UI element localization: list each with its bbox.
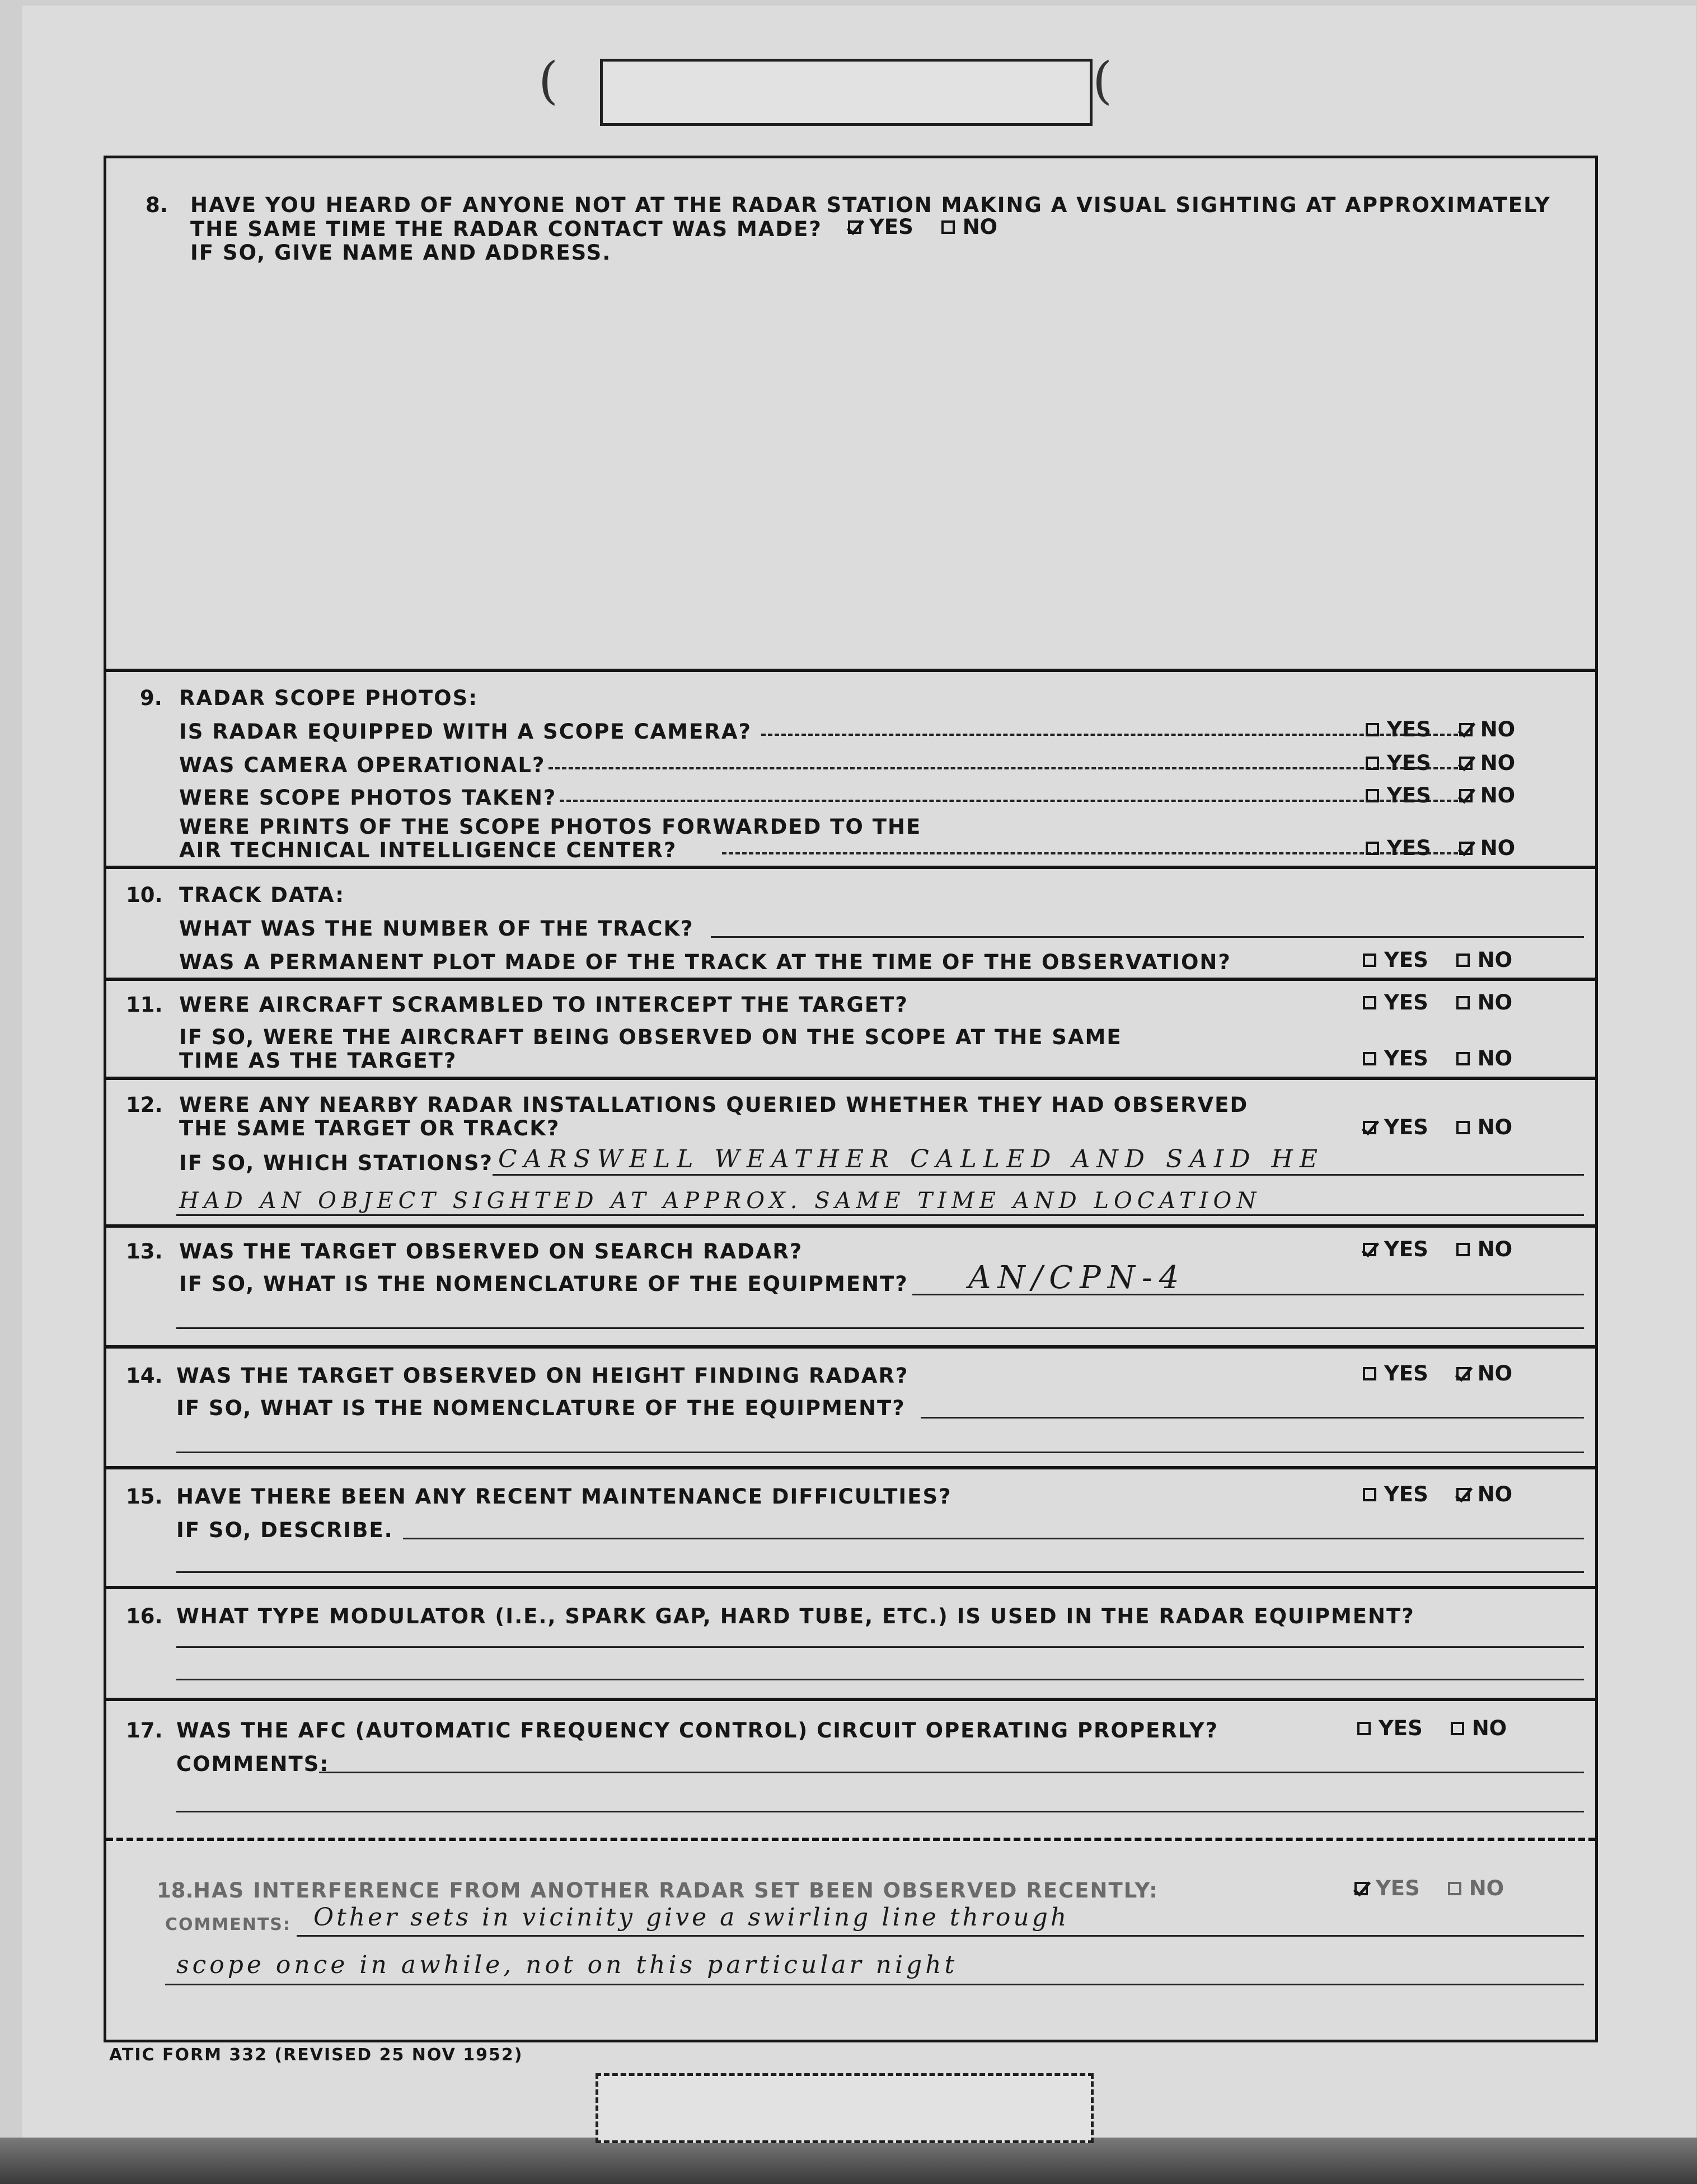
answer-line xyxy=(176,1214,1584,1216)
answer-line xyxy=(912,1294,1584,1295)
no-label: NO xyxy=(1480,717,1516,741)
q9-4-no-checkbox[interactable] xyxy=(1459,842,1473,855)
q9-item-2-label: WAS CAMERA OPERATIONAL? xyxy=(179,753,546,777)
q16-number: 16. xyxy=(126,1604,163,1628)
q9-item-3-checkboxes xyxy=(1366,785,1515,806)
no-label: NO xyxy=(1480,836,1516,860)
q14-text-1: WAS THE TARGET OBSERVED ON HEIGHT FINDING RADAR? xyxy=(176,1364,909,1388)
paren-right: ( xyxy=(1093,51,1113,110)
question-9 xyxy=(106,669,1595,866)
q12-text-1: WERE ANY NEARBY RADAR INSTALLATIONS QUERIED WHETHER THEY HAD OBSERVED xyxy=(179,1093,1249,1117)
q15-number: 15. xyxy=(126,1485,163,1509)
q11-no-checkbox[interactable] xyxy=(1456,996,1470,1009)
q9-number: 9. xyxy=(140,686,162,710)
question-10 xyxy=(106,866,1595,978)
yes-label: YES xyxy=(1384,1237,1428,1261)
q13-text-2: IF SO, WHAT IS THE NOMENCLATURE OF THE EQUIPMENT? xyxy=(179,1272,908,1296)
q10-text-1: WHAT WAS THE NUMBER OF THE TRACK? xyxy=(179,917,694,941)
no-label: NO xyxy=(1477,1046,1513,1070)
leader-dots xyxy=(761,734,1458,736)
q9-2-no-checkbox[interactable] xyxy=(1459,757,1473,770)
q9-item-2-checkboxes xyxy=(1366,753,1515,773)
q9-3-yes-checkbox[interactable] xyxy=(1366,789,1379,802)
bottom-stamp-box xyxy=(596,2073,1094,2143)
q17-checkboxes xyxy=(1357,1718,1507,1739)
answer-line xyxy=(176,1571,1584,1573)
scan-edge xyxy=(0,2138,1697,2184)
q18-text-1: HAS INTERFERENCE FROM ANOTHER RADAR SET BEEN OBSERVED RECENTLY: xyxy=(193,1878,1159,1903)
q18-number: 18. xyxy=(157,1878,194,1903)
q10-no-checkbox[interactable] xyxy=(1456,954,1470,967)
q8-checkboxes xyxy=(848,217,997,237)
q12-text-2: THE SAME TARGET OR TRACK? xyxy=(179,1116,560,1140)
question-11 xyxy=(106,978,1595,1077)
no-label: NO xyxy=(1480,783,1516,807)
q12-checkboxes xyxy=(1363,1117,1512,1138)
question-13 xyxy=(106,1224,1595,1345)
question-15 xyxy=(106,1466,1595,1586)
q12-number: 12. xyxy=(126,1093,163,1117)
q17-comments-field[interactable] xyxy=(319,1772,1584,1773)
yes-label: YES xyxy=(1387,717,1431,741)
q10-checkboxes xyxy=(1363,950,1512,970)
q15-describe-field[interactable] xyxy=(403,1538,1584,1539)
q18-no-checkbox[interactable] xyxy=(1448,1882,1461,1895)
q9-item-4-label: WERE PRINTS OF THE SCOPE PHOTOS FORWARDED TO THE xyxy=(179,815,922,839)
q8-text-3: IF SO, GIVE NAME AND ADDRESS. xyxy=(190,241,612,265)
q17-no-checkbox[interactable] xyxy=(1451,1722,1464,1735)
leader-dots xyxy=(560,800,1458,802)
q15-checkboxes xyxy=(1363,1484,1512,1505)
q14-text-2: IF SO, WHAT IS THE NOMENCLATURE OF THE EQUIPMENT? xyxy=(176,1396,906,1420)
q11b-yes-checkbox[interactable] xyxy=(1363,1052,1376,1065)
q14-equipment-field[interactable] xyxy=(921,1417,1584,1419)
answer-line xyxy=(176,1811,1584,1812)
no-label: NO xyxy=(1477,1482,1513,1506)
yes-label: YES xyxy=(1387,783,1431,807)
q10-text-2: WAS A PERMANENT PLOT MADE OF THE TRACK AT THE TIME OF THE OBSERVATION? xyxy=(179,950,1231,974)
answer-line xyxy=(176,1452,1584,1453)
q12-yes-checkbox[interactable] xyxy=(1363,1121,1376,1134)
q11-scramble-checkboxes xyxy=(1363,992,1512,1013)
yes-label: YES xyxy=(1387,751,1431,775)
q13-no-checkbox[interactable] xyxy=(1456,1243,1470,1256)
q12-stations-answer-2: HAD AN OBJECT SIGHTED AT APPROX. SAME TIME AND LOCATION xyxy=(179,1188,1262,1214)
q8-yes-checkbox[interactable] xyxy=(848,220,861,234)
answer-line xyxy=(297,1935,1584,1937)
yes-label: YES xyxy=(1384,1482,1428,1506)
q13-yes-checkbox[interactable] xyxy=(1363,1243,1376,1256)
no-label: NO xyxy=(1477,1237,1513,1261)
q14-checkboxes xyxy=(1363,1363,1512,1384)
no-label: NO xyxy=(1477,990,1513,1014)
yes-label: YES xyxy=(869,215,913,239)
q18-yes-checkbox[interactable] xyxy=(1354,1882,1368,1895)
q11-number: 11. xyxy=(126,993,163,1017)
no-label: NO xyxy=(1480,751,1516,775)
q16-answer-field[interactable] xyxy=(176,1646,1584,1648)
radar-questionnaire xyxy=(104,156,1598,2042)
q9-1-yes-checkbox[interactable] xyxy=(1366,723,1379,736)
q11b-no-checkbox[interactable] xyxy=(1456,1052,1470,1065)
question-12 xyxy=(106,1077,1595,1224)
top-stamp-box xyxy=(600,59,1093,126)
q8-number: 8. xyxy=(146,193,168,217)
q10-track-number-field[interactable] xyxy=(711,936,1584,938)
q13-equipment-answer: AN/CPN-4 xyxy=(968,1260,1186,1296)
q9-item-4-label-2: AIR TECHNICAL INTELLIGENCE CENTER? xyxy=(179,838,677,862)
q11-text-3: TIME AS THE TARGET? xyxy=(179,1049,457,1073)
q14-no-checkbox[interactable] xyxy=(1456,1367,1470,1380)
form-number-footer: ATIC FORM 332 (REVISED 25 NOV 1952) xyxy=(109,2045,523,2065)
q18-text-2: COMMENTS: xyxy=(165,1915,291,1934)
answer-line xyxy=(493,1174,1584,1176)
q9-4-yes-checkbox[interactable] xyxy=(1366,842,1379,855)
q16-text-1: WHAT TYPE MODULATOR (I.E., SPARK GAP, HARD TUBE, ETC.) IS USED IN THE RADAR EQUIPMENT? xyxy=(176,1604,1415,1628)
leader-dots xyxy=(722,852,1458,854)
yes-label: YES xyxy=(1384,990,1428,1014)
q10-title: TRACK DATA: xyxy=(179,883,345,907)
q12-stations-answer-1: CARSWELL WEATHER CALLED AND SAID HE xyxy=(498,1145,1324,1173)
q11-observed-checkboxes xyxy=(1363,1048,1512,1069)
question-17 xyxy=(106,1698,1595,1838)
yes-label: YES xyxy=(1387,836,1431,860)
q12-text-3: IF SO, WHICH STATIONS? xyxy=(179,1151,494,1175)
no-label: NO xyxy=(962,215,998,239)
q8-text-2: THE SAME TIME THE RADAR CONTACT WAS MADE? xyxy=(190,217,822,241)
q17-number: 17. xyxy=(126,1718,163,1742)
q9-3-no-checkbox[interactable] xyxy=(1459,789,1473,802)
yes-label: YES xyxy=(1379,1716,1423,1740)
no-label: NO xyxy=(1469,1876,1504,1900)
q18-comments-answer-2: scope once in awhile, not on this particular night xyxy=(176,1951,958,1979)
q9-item-4-checkboxes xyxy=(1366,838,1515,858)
yes-label: YES xyxy=(1384,1115,1428,1139)
question-14 xyxy=(106,1345,1595,1466)
yes-label: YES xyxy=(1376,1876,1420,1900)
q10-number: 10. xyxy=(126,883,163,907)
no-label: NO xyxy=(1471,1716,1507,1740)
q13-number: 13. xyxy=(126,1239,163,1264)
q14-number: 14. xyxy=(126,1364,163,1388)
yes-label: YES xyxy=(1384,1046,1428,1070)
q11-text-2: IF SO, WERE THE AIRCRAFT BEING OBSERVED ON THE SCOPE AT THE SAME xyxy=(179,1025,1122,1049)
yes-label: YES xyxy=(1384,948,1428,972)
q12-no-checkbox[interactable] xyxy=(1456,1121,1470,1134)
q11-yes-checkbox[interactable] xyxy=(1363,996,1376,1009)
q13-text-1: WAS THE TARGET OBSERVED ON SEARCH RADAR? xyxy=(179,1239,803,1264)
no-label: NO xyxy=(1477,948,1513,972)
q9-item-1-checkboxes xyxy=(1366,719,1515,740)
q8-text-1: HAVE YOU HEARD OF ANYONE NOT AT THE RADAR STATION MAKING A VISUAL SIGHTING AT APPROXIMATELY xyxy=(190,193,1551,217)
paren-left: ( xyxy=(538,51,559,110)
answer-line xyxy=(165,1984,1584,1985)
q9-item-1-label: IS RADAR EQUIPPED WITH A SCOPE CAMERA? xyxy=(179,720,752,744)
q14-yes-checkbox[interactable] xyxy=(1363,1367,1376,1380)
no-label: NO xyxy=(1477,1115,1513,1139)
q18-comments-answer-1: Other sets in vicinity give a swirling line through xyxy=(313,1903,1070,1932)
q17-yes-checkbox[interactable] xyxy=(1357,1722,1371,1735)
question-16 xyxy=(106,1586,1595,1698)
q17-text-2: COMMENTS: xyxy=(176,1752,330,1776)
question-8 xyxy=(106,158,1595,669)
q15-yes-checkbox[interactable] xyxy=(1363,1488,1376,1501)
q8-no-checkbox[interactable] xyxy=(941,220,955,234)
q11-text-1: WERE AIRCRAFT SCRAMBLED TO INTERCEPT THE TARGET? xyxy=(179,993,908,1017)
leader-dots xyxy=(549,767,1458,769)
q15-text-2: IF SO, DESCRIBE. xyxy=(176,1518,393,1542)
no-label: NO xyxy=(1477,1361,1513,1385)
answer-line xyxy=(176,1679,1584,1680)
q17-text-1: WAS THE AFC (AUTOMATIC FREQUENCY CONTROL) CIRCUIT OPERATING PROPERLY? xyxy=(176,1718,1218,1742)
q9-2-yes-checkbox[interactable] xyxy=(1366,757,1379,770)
yes-label: YES xyxy=(1384,1361,1428,1385)
q9-1-no-checkbox[interactable] xyxy=(1459,723,1473,736)
q15-no-checkbox[interactable] xyxy=(1456,1488,1470,1501)
q15-text-1: HAVE THERE BEEN ANY RECENT MAINTENANCE DIFFICULTIES? xyxy=(176,1485,952,1509)
question-18 xyxy=(106,1838,1595,2040)
q9-item-3-label: WERE SCOPE PHOTOS TAKEN? xyxy=(179,786,557,810)
q9-title: RADAR SCOPE PHOTOS: xyxy=(179,686,479,710)
q10-yes-checkbox[interactable] xyxy=(1363,954,1376,967)
q18-checkboxes xyxy=(1354,1878,1504,1899)
q13-checkboxes xyxy=(1363,1239,1512,1260)
answer-line xyxy=(176,1327,1584,1329)
